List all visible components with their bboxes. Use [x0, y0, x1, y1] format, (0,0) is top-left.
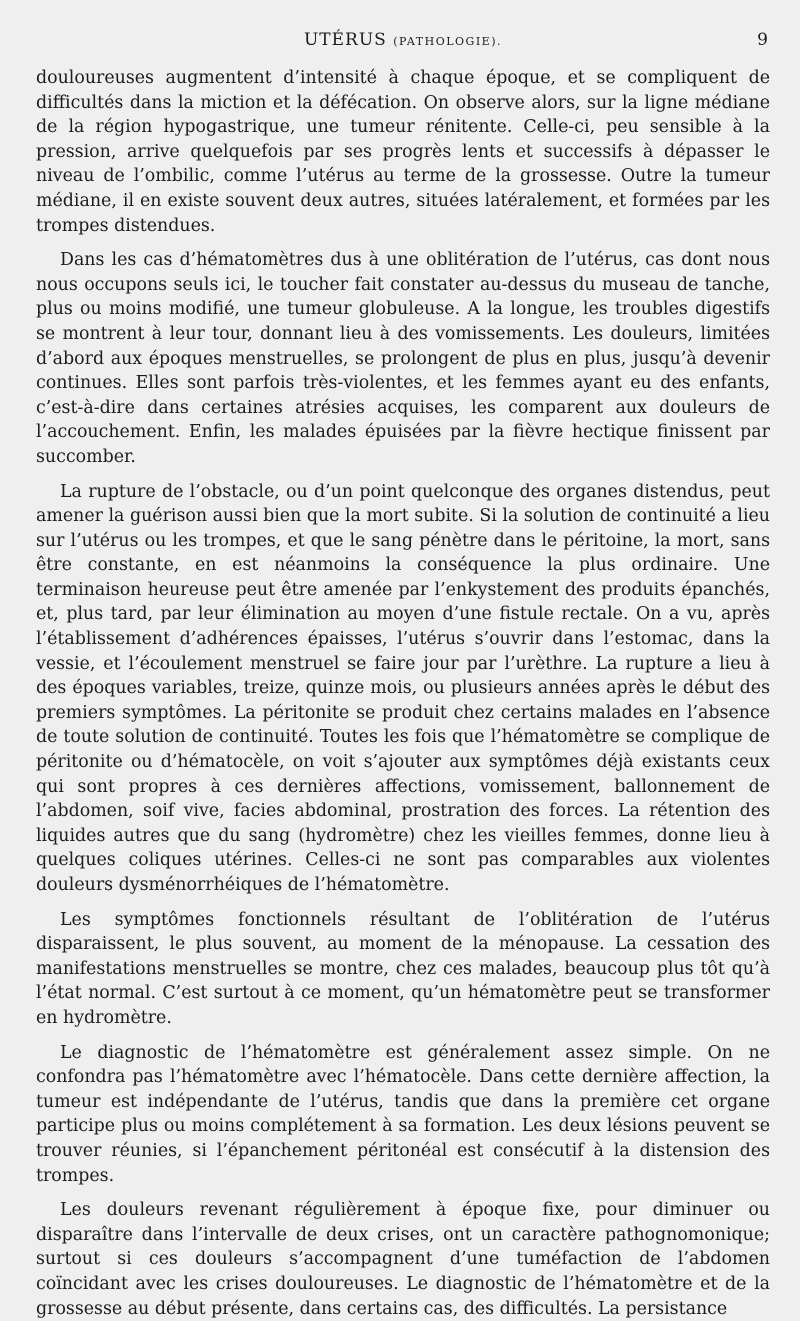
paragraph-2: Dans les cas d’hématomètres dus à une oblitération de l’utérus, cas dont nous nous occupons seuls ici, le toucher fait constater au-dessus du museau de tanche, plus ou moins modifié, une tumeur globuleuse. A la longue, les troubles digestifs se montrent à leur tour, donnant lieu à des vomissements. Les douleurs, limitées d’abord aux époques menstruelles, se prolongent de plus en plus, jusqu’à devenir continues. Elles sont parfois très-violentes, et les femmes ayant eu des enfants, c’est-à-dire dans certaines atrésies acquises, les comparent aux douleurs de l’accouchement. Enfin, les malades épuisées par la fièvre hectique finissent par succomber.	[36, 250, 770, 467]
paragraph-4: Les symptômes fonctionnels résultant de l’oblitération de l’utérus disparaissent, le plus souvent, au moment de la ménopause. La cessation des manifestations menstruelles se montre, chez ces malades, beaucoup plus tôt qu’à l’état normal. C’est surtout à ce moment, qu’un hématomètre peut se transformer en hydromètre.	[36, 909, 770, 1028]
paragraph-5: Le diagnostic de l’hématomètre est généralement assez simple. On ne confondra pas l’hématomètre avec l’hématocèle. Dans cette dernière affection, la tumeur est indépendante de l’utérus, tandis que dans la première cet organe participe plus ou moins complétement à sa formation. Les deux lésions peuvent se trouver réunies, si l’épanchement péritonéal est consécutif à la distension des trompes.	[36, 1042, 770, 1186]
paragraph-6: Les douleurs revenant régulièrement à époque fixe, pour diminuer ou disparaître dans l’intervalle de deux crises, ont un caractère pathognomonique; surtout si ces douleurs s’accompagnent d’une tuméfaction de l’abdomen coïncidant avec les crises douloureuses. Le diagnostic de l’hématomètre et de la grossesse au début présente, dans certains cas, des difficultés. La persistance	[36, 1200, 770, 1319]
page-number: 9	[757, 30, 768, 50]
header-title: UTÉRUS	[303, 30, 387, 50]
paragraph-3: La rupture de l’obstacle, ou d’un point quelconque des organes distendus, peut amener la guérison aussi bien que la mort subite. Si la solution de continuité a lieu sur l’utérus ou les trompes, et que le sang pénètre dans le péritoine, la mort, sans être constante, en est néanmoins la conséquence la plus ordinaire. Une terminaison heureuse peut être amenée par l’enkystement des produits épanchés, et, plus tard, par leur élimination au moyen d’une fistule rectale. On a vu, après l’établissement d’adhérences épaisses, l’utérus s’ouvrir dans l’estomac, dans la vessie, et l’écoulement menstruel se faire jour par l’urèthre. La rupture a lieu à des époques variables, treize, quinze mois, ou plusieurs années après le début des premiers symptômes. La péritonite se produit chez certains malades en l’absence de toute solution de continuité. Toutes les fois que l’hématomètre se complique de péritonite ou d’hématocèle, on voit s’ajouter aux symptômes déjà existants ceux qui sont propres à ces dernières affections, vomissement, ballonnement de l’abdomen, soif vive, facies abdominal, prostration des forces. La rétention des liquides autres que du sang (hydromètre) chez les vieilles femmes, donne lieu à quelques coliques utérines. Celles-ci ne sont pas comparables aux violentes douleurs dysménorrhéiques de l’hématomètre.	[36, 481, 770, 895]
paragraph-1: douloureuses augmentent d’intensité à chaque époque, et se compliquent de difficultés dans la miction et la défécation. On observe alors, sur la ligne médiane de la région hypogastrique, une tumeur rénitente. Celle-ci, peu sensible à la pression, arrive quelquefois par ses progrès lents et successifs à dépasser le niveau de l’ombilic, comme l’utérus au terme de la grossesse. Outre la tumeur médiane, il en existe souvent deux autres, situées latéralement, et formées par les trompes distendues.	[36, 68, 770, 236]
body-text	[36, 66, 770, 1321]
running-title	[36, 30, 770, 50]
running-header	[36, 28, 770, 60]
header-subtitle: (PATHOLOGIE).	[393, 35, 502, 48]
